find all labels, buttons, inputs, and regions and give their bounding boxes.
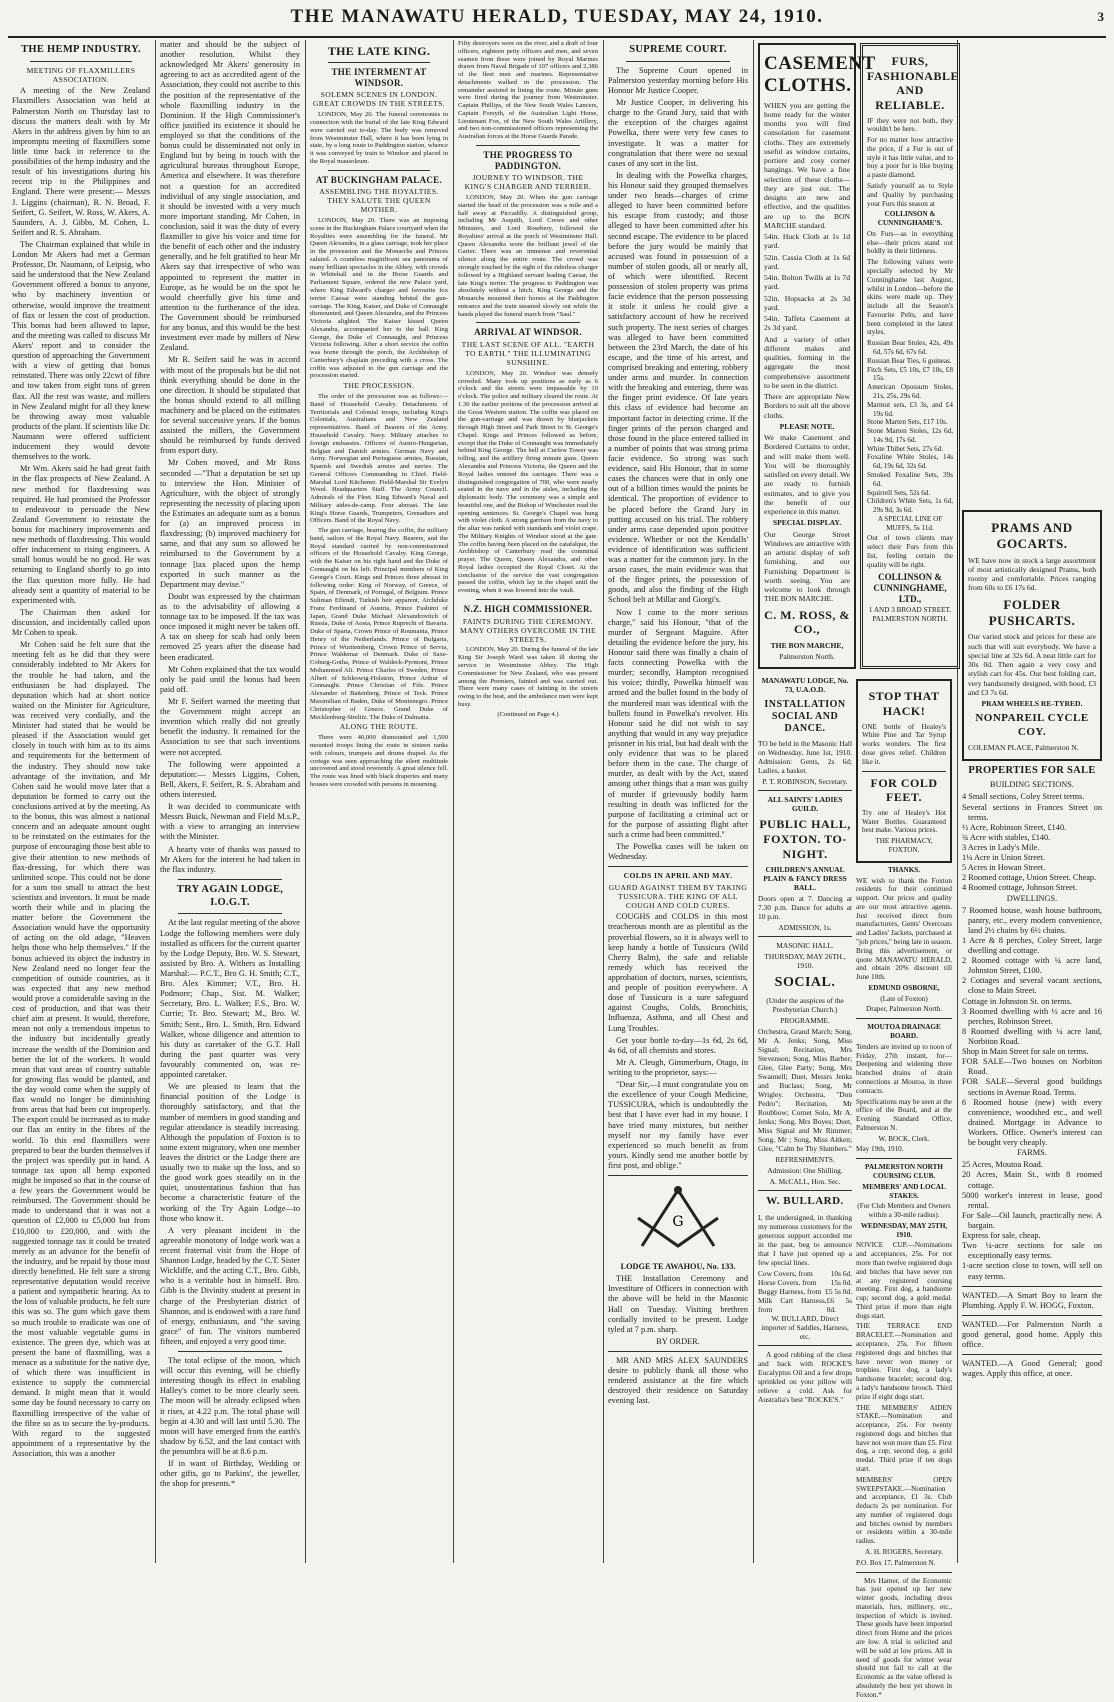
coursing-text2: THE TERRACE END BRACELET.—Nomination and acceptance, 25s. For fifteen registered dogs and bitches that have never won money or trophies. First dog, a lady's handsome bracelet; second dog, a lady's handsome brooch. Third prize if eight dogs start. (856, 1322, 952, 1401)
cold-feet-sig: THE PHARMACY, FOXTON. (875, 837, 933, 854)
subhead-interment: THE INTERMENT AT WINDSOR. (331, 67, 427, 88)
furs-item: Marmot sets, £3 3s, and £4 19s 6d. (867, 400, 953, 418)
drainage-sig: W. BOCK, Clerk. (878, 1134, 930, 1143)
properties-title: PROPERTIES FOR SALE (968, 764, 1096, 776)
subhead-journey: JOURNEY TO WINDSOR. THE KING'S CHARGER AND TERRIER. (464, 173, 592, 192)
prams-title: PRAMS AND GOCARTS. (991, 520, 1073, 551)
article-paragraph: At the last regular meeting of the above Lodge the following members were duly installed as officers for the current quarter by the Lodge Deputy, Bro. W. S. Stewart, assisted by Bro. A. Withers as Installing Marshal:— P.C.T., Bro G. H. Smith; C.T., Bro. Alex Kimmer; V.T., Bro. H. Podmore; Chap., Sist. M. Walker; Secretary, Bro. L. Walker; F.S., Bro. W. Currie; Tr. Bro. Stewart; M., Bro. W. Smith; Sent., Bro. L. Smith, Bro. Edward Walker, whose diligence and attention to his duty as caretaker of the G.T. Hall during the past quarter was very favourably commented on, was re-appointed caretaker. (160, 918, 300, 1080)
hack-text: ONE bottle of Healey's White Pine and Tar Syrup works wonders. The first dose gives relief. Children like it. (862, 722, 946, 766)
property-item: Cottage in Johnston St. on terms. (962, 996, 1072, 1006)
manawatu-lodge-sig: P. T. ROBINSON, Secretary. (762, 777, 848, 787)
ad-furs (860, 43, 960, 669)
article-paragraph: The Powelka cases will be taken on Wednesday. (608, 842, 748, 862)
property-item: Two ¼-acre sections for sale on exceptionally easy terms. (962, 1241, 1102, 1261)
guild-event: PUBLIC HALL, FOXTON. TO-NIGHT. (759, 817, 851, 861)
furs-item: Stone Marten Stoles, 12s 6d, 14s 9d, 17s 6d. (867, 427, 953, 444)
divider (476, 322, 580, 323)
column-supreme-court (604, 40, 752, 1563)
ad-column-right (856, 676, 952, 1701)
article-paragraph: The gun carriage, bearing the coffin, the military band, sailors of the Royal Navy. Bearers, and the Royal standard carried by non-commissioned officers of the Household Cavalry. King George, with the Kaiser on his right hand and the Duke of Connaught on his left. Principal members of King George's Court. Kings and Princes three abreast in following order: King of Norway, of Greece, of Spain, of Denmark, of Portugal, of Belgium. Prince Suliman Effendi, Turkish heir apparent, Archduke Franz Ferdinand of Austria, Prince Fushimi of Japan, Grand Duke Michael Alexandrovitch of Russia, Duke of Aosta, Prince Ruprecht of Bavaria. Duke of Sparta, Crown Prince of Roumania, Prince Henry of the Netherlands. Prince of Bulgaria, Prince of Wurttemberg, Crown Prince of Servia, Prince Waldemar of Denmark. Duke of Saxe-Coburg-Gotha, Prince of Waldeck-Pyrmont, Prince Mohammed Ali. Prince Charles of Sweden, Prince Albert of Schleswig-Holstein, Prince Arthur of Connaught. Prince Christian of Fife. Prince Alexander of Battenberg. Prince of Teck. Prince Maximilian of Baden, Duke of Montenegro. Prince Christopher of Greece. Grand Duke of Mecklenburg-Strelitz. The Duke of Dalmatia. (310, 527, 448, 721)
article-paragraph: Mr R. Seifert said he was in accord with most of the proposals but he did not think everything should be done in the one direction. It should be stipulated that the bonus should extend to all milling machinery and be placed on the estimates for several successive years. If the bonus assisted the millers, the Government should be reimbursed by funds derived from export duty. (160, 355, 300, 456)
price-label: Horse Covers, from (758, 1277, 817, 1287)
price-value: £6 5s 0d. (826, 1295, 853, 1314)
divider (856, 1018, 952, 1019)
casement-item: 52in. Hopsacks at 2s 3d yard. (764, 293, 850, 312)
property-item: ¾ Acre with stables, £140. (962, 832, 1051, 842)
furs-footer-firm: COLLINSON & CUNNINGHAME, LTD., (873, 571, 947, 604)
divider (962, 1315, 1102, 1316)
article-paragraph: Mr Cohen said he felt sure that the meeting felt as he did that they were considerably indebted to Mr Akers for the trouble he had taken, and the enthusiasm he had displayed. The deputation which had at short notice waited on the Minister for Agriculture, was received very cordially, and the Minister had stated that he would be pleased if the Association would get closely in touch with him as to its aims and requirements for the betterment of the industry. They should now take advantage of the invitation, and Mr Cohen said he would move later that a deputation be formed to carry out the conclusions arrived at by the meeting. As to the bonus, this was almost a national concern and an adequate amount ought to be reinstated on the estimates for the purpose of encouraging those best able to give their attention to new methods of flax-dressing, for which there was unlimited scope. This could not be done for a sum too small to attract the best scientists and inventors. It must be made worth their while and in placing the matter before the Government the Association would have the opportunity of acting on the old adage, "Heaven helps those who help themselves." If the bonus achieved its object the industry in New Zealand need no longer fear the competition of outside countries, as it was expected that any new method would prove a considerable saving in the cost of production, and that was their chief aim at present. It would, therefore, mean not only a tremendous impetus to the industry but incidentally greatly increase the wealth of the Dominion and better the lot of the workers. It would mean that vast areas of country suitable for growing flax would be planted, and the day would come when the supply of flax would no longer be diminishing from areas that had been cut improperly. The export could be increased as to make our flax an entity in the fibres of the world. To this end flaxmillers were prepared to bear the burden themselves if the project was speedily put in hand. A tonnage tax upon all hemp exported might be imposed so that in the course of a few years the Government would be reimbursed. The Government should be made to understand that it was not a question of £2,000 to £5,000 but from £10,000 to £20,000, and with the suggested tonnage tax it could be treated merely as an advance for the benefit of the industry, and be repaid by those most directly benefitted. He felt sure a strong representative deputation would receive a patient and sympathetic hearing. As to the loss of valuable products, he felt sure this was so. The gum which gave them so much trouble to eradicate was one of the most valuable vegetable gums in existence. The green dye, which was at present the bane of flaxmilling, was a menace as a substitute for the native dye, of which there was insufficient in existence to supply the commercial demand. It might mean that it would some day be found necessary to carry on flaxmilling irrespective of the value of the fibre so as to secure the by-products. With regard to the suggested appointment of a representative by the Association, this was a another (12, 640, 150, 1458)
column-late-king (306, 40, 452, 1563)
headline-late-king: THE LATE KING. (327, 44, 431, 58)
article-paragraph: In dealing with the Powelka charges, his Honour said they grouped themselves under two heads—charges of crime alleged to have been committed before his escape from custody; and those alleged to have been committed after his second escape. The evidence to be placed before the jury would be mainly that accused was found in possession of a number of stolen goods, all or nearly all, of which were identified. Recent possession of stolen property was prima facie evidence that the person possessing it stole it unless he could give a satisfactory account of how he received such property. The next series of charges was alleged to have been committed between the 23rd March, the date of his escape, and the time of his arrest, and comprised breaking and entering, robbery under arms and murder. In connection with the breaking and entering, there was the finger print evidence. Of late years this class of evidence had become an important factor in detecting crime. If the finger prints of the person charged and those found in the place entered tallied in a number of points that was strong prima facie evidence. So strong was such evidence, said His Honour, that in some cases the chances were that in only one out of a billion times would the points be identical. The proportion of evidence to be placed before the Grand Jury in putting accused on his trial. The robbery under arms case depended upon positive evidence. Whether or not the Kendalls' evidence of identification was sufficient was a matter for the common jury. In the arson cases, the main evidence was that of the finger prints, the possession of goods, and also the finding of the High School belt at Millar and Giorgi's. (608, 170, 748, 605)
property-item: 3 Roomed dwelling with ½ acre and 16 perches, Robinson Street. (962, 1006, 1102, 1026)
ad-stop-hack (856, 679, 952, 862)
property-item: 25 Acres, Moutoa Road. (962, 1160, 1043, 1170)
property-item: 1 Acre & 8 perches, Coley Street, large dwelling and cottage. (962, 935, 1102, 956)
furs-item: Children's White Sets, 1s 6d, 29s 9d, 3s 6d. (867, 497, 953, 515)
article-paragraph: LONDON, May 20. There was an imposing scene in the Buckingham Palace courtyard when the Royalties were assembling for the funeral. Mr Queen Alexandra, in a glass carriage, took her place in the procession and the Monarchs and Princes saluted. A countless magnificent sea panorama of many brilliant spectacles in the Abbey, with crowds in Whitehall and in the Horse Guards and Parliament Square, ordered the new Palace yard, where King Edward's charger and favourite fox terrier Caesar were standing behind the gun-carriage. The King, Kaiser, and Duke of Connaught dismounted, and Queen Alexandra, and the Princess Victoria alighted. The Kaiser kissed Queen Alexandra, accompanied her to the hall. King George, the Duke of Connaught, and Princess Victoria following. After a short service the coffin was borne through the porch, the Archbishop of Canterbury's chaplain preceding with a cross. The coffin was adjusted to the gun carriage and the procession started. (310, 217, 448, 380)
furs-p3: On Furs—as in everything else—their prices stand out boldly in their littleness. (867, 229, 953, 256)
pushcarts-title: FOLDER PUSHCARTS. (988, 596, 1076, 628)
drainage-text2: Specifications may be seen at the office of the Board, and at the Evening Standard Office, Palmerston N. (856, 1097, 952, 1132)
article-paragraph: Now I come to the more serious charge," said his Honour, "that of the murder of Sergeant Maguire. After detailing the evidence before the jury, his Honour said there was finally a chain of facts connecting Powelka with the murder; secondly, Hampton recognised his voice; thirdly, Powelka himself was armed and the bullet found in the body of the murdered man was identical with the bullets found in Powelka's revolver. His Honour said he did not wish to say anything that would in any way prejudice prisoner in his trial, but had dealt with the only evidence that was to be placed before them in the case. The charge of murder, as dealt with by the Act, stated among other things that a man was guilty of murder if grievously bodily harm resulting in death was inflicted for the purpose of facilitating a criminal act or for the purpose of assisting flight after such a crime had been committed." (608, 607, 748, 839)
headline-try-again-lodge: TRY AGAIN LODGE, I.O.G.T. (176, 883, 284, 908)
ad-paragraph: Mr A. Cleugh, Gimmerburn, Otago, in writing to the proprietor, says:— (608, 1057, 748, 1077)
subhead-solemn-scenes: SOLEMN SCENES IN LONDON. GREAT CROWDS IN THE STREETS. (312, 90, 446, 109)
property-item: 2 Roomed cottage, Union Street. Cheap. (962, 873, 1097, 883)
guild-sub: CHILDREN'S ANNUAL PLAIN & FANCY DRESS BALL. (763, 865, 847, 893)
property-item: 4 Roomed cottage, Johnson Street. (962, 883, 1078, 893)
article-paragraph: It was decided to communicate with Messrs Buick, Newman and Field M.s.P., with a view to arranging an interview with the Minister. (160, 802, 300, 842)
rocke-notice: A good rubbing of the chest and back with ROCKE'S Eucalyptus Oil and a few drops sprinkled on your pillow will relieve a cold. Ask for Australia's best "ROCKE'S." (758, 1350, 853, 1405)
price-value: 15s 0d. (830, 1277, 853, 1287)
headline-supreme-court: SUPREME COURT. (629, 44, 727, 55)
headline-colds: COLDS IN APRIL AND MAY. (623, 871, 733, 881)
divider (856, 1158, 952, 1159)
continued-note: (Continued on Page 4.) (497, 710, 559, 718)
casement-special-head: SPECIAL DISPLAY. (772, 518, 842, 528)
article-paragraph: Mr F. Seifert warned the meeting that the Government might accept an invention which really did not greatly benefit the industry. It remained for the Association to see that such inventions were not accepted. (160, 697, 300, 757)
casement-title: CASEMENT CLOTHS. (764, 53, 876, 96)
price-label: Buggy Harness, from (758, 1286, 822, 1296)
price-value: £5 5s 0d. (825, 1286, 853, 1296)
dwellings-head: DWELLINGS. (1006, 893, 1058, 903)
hack-title: STOP THAT HACK! (868, 689, 940, 719)
article-paragraph: LONDON, May 20. When the gun carriage started the head of the procession was a mile and a half away at Piccadilly. A distinguished group, including Mr Asquith, Lord Crewe and other Ministers, and Lord Rosebery, followed the Royalties' arrival at the porch of Westminster Hall. Queen Alexandra wore the brilliant jewel of the Garter. There was an immense and reverential silence along the entire route. The crowd was strongly touched by the sight of the riderless charger followed by a Highland servant leading Caesar, the late King's terrier. The progress to Paddington was absolutely without a hitch. King George and the Monarchs mounted their horses at the Paddington entrance and the train steamed slowly out while the bands played the funeral march from "Saul." (458, 194, 598, 318)
wanted-notice: WANTED.—A Smart Boy to learn the Plumbing. Apply F. W. HOGG, Foxton. (962, 1290, 1102, 1310)
coursing-box: P.O. Box 17, Palmerston N. (856, 1558, 936, 1567)
divider (30, 61, 132, 62)
headline-windsor: ARRIVAL AT WINDSOR. (474, 327, 582, 338)
ad-paragraph: "Dear Sir,—I must congratulate you on the excellence of your Cough Medicine, TUSSICURA, which is undoubtedly the best that I have ever had in my house. I have tried many mixtures, but neither myself nor my family have ever experienced so much benefit as from yours. Kindly send me another bottle by first post, and oblige." (608, 1080, 748, 1170)
drainage-text: Tenders are invited up to noon of Friday, 27th instant, for— Deepening and widening three branched drains of drain connections at Moutoa, in three contracts. (856, 1042, 952, 1095)
social-admission: Admission: One Shilling. (767, 1166, 843, 1176)
article-paragraph: A hearty vote of thanks was passed to Mr Akers for the interest he had taken in the flax industry. (160, 844, 300, 874)
guild-text: Doors open at 7. Dancing at 7.30 p.m. Dance for adults at 10 p.m. (758, 894, 853, 922)
ad-prams (962, 510, 1102, 761)
bullard-price-row (758, 1287, 852, 1296)
dwellings-list (962, 906, 1102, 1149)
bullard-price-row (758, 1269, 852, 1278)
price-label: Milk Cart Harness, from (758, 1295, 827, 1314)
subhead-procession: THE PROCESSION. (343, 381, 415, 391)
casement-item: 52in. Cassia Cloth at 1s 6d yard. (764, 252, 850, 271)
divider (862, 771, 946, 772)
furs-item: Smoked Foxaline Sets, 39s 6d. (867, 470, 953, 488)
divider (608, 1351, 748, 1352)
coursing-text4: MEMBERS' OPEN SWEEPSTAKE.—Nomination and acceptance, £1 3s. Club deducts 2s per nomination. For any number of registered dogs and bitches owned by members or residents within a 30-mile radius. (856, 1475, 952, 1546)
ad-casement-cloths (758, 43, 876, 669)
headline-high-commissioner: N.Z. HIGH COMMISSIONER. (463, 604, 593, 614)
coursing-under: (For Club Members and Owners within a 30-mile radius). (857, 1202, 951, 1220)
property-item: 3 Acres in Lady's Mile. (962, 842, 1040, 852)
property-item: Express for sale, cheap. (962, 1231, 1041, 1241)
lodge-te-awahou-title: LODGE TE AWAHOU, No. 133. (620, 1262, 736, 1272)
casement-intro: WHEN you are getting the home ready for the winter months you will find consolation for casement cloths. They are extremely useful as window curtains, portiere and cosy corner hangings. We have a fine selection of these cloths—they are just out. The designs are new and effective, and the qualities are up to the BON MARCHE standard. (764, 100, 850, 230)
furs-p2: Satisfy yourself as to Style and Quality by purchasing your Furs this season at (867, 181, 953, 208)
property-item: 20 Acres, Main St., with 8 roomed cottage. (962, 1170, 1102, 1190)
drainage-title: MOUTOA DRAINAGE BOARD. (867, 1023, 941, 1041)
property-item: 4 Small sections, Coley Street terms. (962, 792, 1085, 802)
social-title: SOCIAL. (774, 975, 836, 991)
article-paragraph: Mr Cohen explained that the tax would only be paid until the bonus had been paid off. (160, 664, 300, 694)
headline-buckingham: AT BUCKINGHAM PALACE. (315, 174, 443, 185)
cold-feet-text: Try one of Healey's Hot Water Bottles. Guaranteed best make. Various prices. (862, 808, 946, 835)
thanks-firm: EDMUND OSBORNE, (868, 983, 940, 992)
social-date: THURSDAY, MAY 26TH., 1910. (764, 952, 846, 971)
svg-text:G: G (672, 1214, 684, 1231)
article-paragraph: LONDON, May 20. During the funeral of the late King Sir Joseph Ward was taken ill during the service in Westminster Abbey. The High Commissioner for New Zealand, who was present among the Premiers, fainted and was carried out. There were many cases of fainting in the streets owing to the heat, and the ambulance men were kept busy. (458, 646, 598, 708)
divider (328, 62, 430, 63)
building-sections-list (962, 792, 1102, 893)
property-item: FOR SALE—Two houses on Norbiton Road. (962, 1057, 1102, 1077)
by-order: BY ORDER. (656, 1336, 700, 1346)
article-paragraph: Fifty destroyers were on the river, and a draft of four officers, eighteen petty officers and men, and seven seamen from these were joined by Royal Marines drawn from Naval Brigade of 107 officers and 2,386 of the fleet men and marines. Representative detachments walked in the procession. The remainder assisted in lining the route. Minute guns were fired during the journey from Westminster. Captain Phillips, of the New South Wales Lancers, Captain Forsyth, of the Australian Light Horse, Lieutenant Fox, of the New South Wales Artillery, and two non-commissioned officers representing the Australian forces at the Horse Guards Parade. (458, 40, 598, 141)
furs-firm: COLLINSON & CUNNINGHAME'S. (877, 210, 943, 228)
divider (856, 1572, 952, 1573)
property-item: 5 Acres in Howan Street. (962, 863, 1046, 873)
article-paragraph: The Chairman then asked for discussion, and incidentally called upon Mr Cohen to speak. (12, 607, 150, 638)
property-item: Several sections in Frances Street on terms. (962, 802, 1102, 822)
casement-firm: C. M. ROSS, & CO., (764, 607, 850, 637)
divider (608, 1175, 748, 1176)
divider (758, 1345, 852, 1346)
ad-row-top (758, 40, 959, 672)
article-paragraph: Mr Justice Cooper, in delivering his charge to the Grand Jury, said that with the exception of the charges against Powelka, there were very few cases to investigate. It was a matter for congratulation that there were no sexual cases of any sort in the list. (608, 98, 748, 168)
prams-addr: COLEMAN PLACE, Palmerston N. (968, 743, 1079, 753)
subhead-last-scene: THE LAST SCENE OF ALL. "EARTH TO EARTH." THE ILLUMINATING SUNSHINE. (461, 339, 595, 367)
drainage-date: May 19th, 1910. (856, 1145, 904, 1154)
headline-paddington: THE PROGRESS TO PADDINGTON. (483, 149, 573, 171)
thanks-trade: Draper, Palmerston North. (866, 1005, 942, 1014)
cold-feet-title: FOR COLD FEET. (870, 775, 938, 805)
subhead-route: ALONG THE ROUTE. (339, 722, 419, 732)
prams-retyre: PRAM WHEELS RE-TYRED. (981, 699, 1083, 709)
casement-item: 54in. Huck Cloth at 1s 1d yard. (764, 232, 850, 251)
column-classifieds (958, 40, 1106, 1563)
bullard-text: I, the undersigned, in thanking my numerous customers for the generous support accorded me in the past, beg to announce that I have just opened up a few special lines. (758, 1212, 853, 1267)
divider (328, 170, 430, 171)
masthead (0, 6, 1114, 36)
furs-item: Squirrell Sets, 52s 6d. (867, 488, 931, 497)
prams-text: WE have now in stock a large assortment of most artistically designed Prams, both roomy and comfortable. Prices ranging from 60s to £6 17s 6d. (968, 555, 1096, 593)
coursing-title: PALMERSTON NORTH COURSING CLUB. (865, 1163, 943, 1180)
thanks-late: (Late of Foxton) (880, 994, 928, 1003)
coursing-text: NOVICE CUP.—Nominations and acceptances, 25s. For not more than twelve registered dogs and bitches that have never run at any registered coursing meeting. First dog, a handsome cup; second dog, a gold medal. Third prize if more than eight dogs start. (856, 1241, 952, 1320)
article-paragraph: A very pleasant incident in the agreeable monotony of lodge work was a recent fraternal visit from the Hope of Shannon Lodge, headed by the C.T. Sister Wickliffe, and the acting C.T., Bro. Gibb, who is a veritable host in himself. Bro. Gibb is the Divinity student at present in charge of the Presbyterian district of Shannon, and is endowed with a rare fund of energy, enthusiasm, and "the saving grace" of fun. The visitors numbered fifteen, and enjoyed a very good time. (160, 1225, 300, 1346)
furs-item: Stone Marten Sets, £17 10s. (867, 418, 948, 427)
property-item: For Sale—Oil launch, practically new. A bargain. (962, 1210, 1102, 1230)
casement-item: 54in. Taffeta Casement at 2s 3d yard. (764, 314, 850, 333)
thanks-notice: MR AND MRS ALEX SAUNDERS desire to publicly thank all those who rendered assistance at the fire which destroyed their residence on Saturday evening last. (608, 1355, 748, 1406)
furs-price-list (867, 339, 953, 515)
property-item: ½ Acre, Robinson Street, £140. (962, 822, 1067, 832)
coursing-date: WEDNESDAY, MAY 25TH, 1910. (860, 1221, 948, 1239)
divider (476, 599, 580, 600)
prams-firm: NONPAREIL CYCLE COY. (975, 712, 1089, 738)
furs-footer-addr: 1 AND 3 BROAD STREET, PALMERSTON NORTH. (868, 606, 952, 624)
divider (758, 1190, 852, 1191)
article-paragraph: LONDON, May 20. Windsor was densely crowded. Many took up positions as early as 6 o'clock and the streets were impassable by 10 o'clock. The police and military cleared the route. At 1.30 the earlier portions of the procession arrived at the Great Western station. The coffin was placed on the gun-carriage and was drawn by bluejackets through High Street and Park Street to St. George's Chapel. Kings and Princes followed as before, except that the Duke of Connaught was immediately behind King George. The bell at Curfew Tower was tolling, and the artillery firing minute guns. Queen Alexandra and Princess Victoria, the Queen and the Royal ladies entered the carriages. There was a distinguished congregation of 700, who were nearly seated in the nave and in the aisles, including the diplomatic body. The ceremony was a simple and beautiful one, and the Bishop of Winchester read the opening sentences. St. George's Chapel was hung with violet cloth. A strong garrison from the navy to the altar was ranked with standards and violet crape. The Military Knights of Windsor stood at the gate. The coffin having been placed on the catafalque, the Archbishop of Canterbury read the committal prayer. The Queen, Queen Alexandra, and other Royal ladies occupied the Royal Closet. At the conclusion of the service the vast congregation passed the coffin, which lay in the chapel until the evening, when it was lowered into the vault. (458, 369, 598, 595)
property-item: 1-acre section close to town, will sell on easy terms. (962, 1261, 1102, 1281)
article-paragraph: We are pleased to learn that the financial position of the Lodge is thoroughly satisfactory, and that the number of members in good standing and regular attendance is steadily increasing. Although the population of Foxton is to some extent migratory, when one member leaves the district or the Lodge there are usually two to make up the loss, and so the good work goes steadily on in the quiet, unostentatious fashion that has become a characteristic feature of the working of the Try Again Lodge—to those who know it. (160, 1082, 300, 1223)
furs-p4: The following values were specially selected by Mr Cunninghame last August, whilst in London—before the skins were made up. They include all the Season's Favourite Pelts, and have been completed in the latest styles. (867, 258, 953, 337)
ad-paragraph: Get your bottle to-day—1s 6d, 2s 6d, 4s 6d, of all chemists and stores. (608, 1035, 748, 1055)
page-number: 3 (1097, 9, 1104, 24)
furs-item: White Thibet Sets, 27s 6d. (867, 444, 944, 453)
property-item: 7 Roomed house, wash house bathroom, pantry, etc., every modern convenience, land 2½ chains by 6½ chains. (962, 905, 1102, 935)
article-paragraph: A meeting of the New Zealand Flaxmillers Association was held at Palmerston North on Thursday last to discuss the matters dealt with by Mr Akers in the address given by him to an impromptu meeting of flaxmillers some little time back in reference to the possibilities of the hemp industry and the result of his investigations during his recent trip to the Philippines and England. There were present:— Messrs J. Liggins (chairman), R. N. Broad, F. Seifert, G. Seifert, W. Ross, W. Akers, A. Saunders, A. J. Gibbs, M. Cohen, L. Seifert and R. S. Abraham. (12, 86, 150, 237)
ad-paragraph: COUGHS and COLDS in this most treacherous month are as plentiful as the proverbial flowers, so it is always well to keep handy a bottle of Tussicura (Wild Cherry Balm), the safe and reliable remedy which has received the approbation of doctors, nurses, scientists, and people of position everywhere. A dose of Tussicura is a sure safeguard against Coughs, Colds, Bronchitis, Influenza, Asthma, and all Chest and Lung Troubles. (608, 912, 748, 1033)
furs-item: Fitch Sets, £5 10s, £7 10s, £8 15s. (867, 365, 953, 383)
social-programme: Orchestra, Grand March; Song, Mr A. Jenks; Song, Miss Signal; Recitation, Mrs Stevenson; Song, Miss Barber; Glee, Glee Party; Song, Mrs Swannell; Duet, Messrs Jenks and Buclass; Song, Mr Wrigley. Orchestra, "Don Pedro"; Recitation, Mr Roubbow; Cornet Solo, Mr A. Jenks; Song, Mrs Boyes; Duet, Miss Signal and Mr Rimmer; Song, Mr ; Song, Miss Aitken; Glee, "Calm be Thy Slumbers." (758, 1026, 853, 1154)
divider (962, 1354, 1102, 1355)
farms-list (962, 1160, 1102, 1281)
furs-item: Russian Bear Stoles, 42s, 49s 6d, 57s 6d, 67s 6d. (867, 339, 953, 357)
property-item: 6 Roomed house (new) with every convenience, woodshed etc., and well drained. Mortgage in Advance to Workers. Office. Owner's interest can be bought very cheaply. (962, 1097, 1102, 1148)
price-label: Cow Covers, from (758, 1268, 813, 1278)
masonic-emblem-icon (618, 1184, 738, 1254)
furs-p5: Out of town clients may select their Furs from this list, feeling certain the quality will be right. (867, 534, 953, 569)
bullard-price-row (758, 1296, 852, 1314)
subhead-tussicura: GUARD AGAINST THEM BY TAKING TUSSICURA. THE KING OF ALL COUGH AND COLD CURES. (608, 882, 748, 911)
furs-item: American Opossum Stoles, 21s, 25s, 29s 6d. (867, 383, 953, 400)
manawatu-lodge-text: TO be held in the Masonic Hall on Wednesday, June 1st, 1910. Admission: Gents, 2s 6d; Ladies, a basket. (758, 739, 853, 776)
article-paragraph: Mr Wm. Akers said he had great faith in the flax prospects of New Zealand. A new method for flaxdressing was required. He had promised the Professor to endeavour to persuade the New Zealand Government to reinstate the bonus for machinery improvements and new methods of flaxdressing. This would offer inducement to rising engineers. A small bonus would be no good. He was returning to England shortly to go into the flax question more fully. He had already sent a quantity of material to be experimented with. (12, 464, 150, 605)
article-paragraph: There were 40,000 dismounted and 1,500 mounted troops lining the route in sixteen ranks with colours, trumpets and drums draped. As the cortege was seen approaching the silent multitude uncovered and stood reverently. A great silence fell. The route was lined with black draperies and many houses were crowded with persons in mourning. (310, 734, 448, 788)
divider (962, 1286, 1102, 1287)
article-paragraph: The Supreme Court opened in Palmerston yesterday morning before His Honour Mr Justice Cooper. (608, 65, 748, 96)
furs-title: FURS, FASHIONABLE AND RELIABLE. (867, 54, 959, 112)
coursing-sig: A. H. ROGERS, Secretary. (865, 1548, 944, 1556)
casement-notice-head: PLEASE NOTE. (779, 421, 835, 431)
coursing-text3: THE MEMBERS' AIDEN STAKE.—Nomination and acceptance, 25s. For twenty registered dogs and bitches that have not won more than £5. First dog, a cup; second dog, a gold medal. Third prize if ten dogs start. (856, 1403, 952, 1473)
farms-head: FARMS. (1017, 1148, 1047, 1158)
casement-store: THE BON MARCHE, (770, 640, 844, 650)
column-late-king-continued (454, 40, 602, 1563)
social-prog-head: PROGRAMME. (780, 1015, 830, 1025)
article-paragraph: Doubt was expressed by the chairman as to the advisability of allowing a tonnage tax to be imposed. If the tax was once imposed it might never be taken off. A tax on sheep for scab had only been removed 25 years after the disease had been eradicated. (160, 591, 300, 662)
column-hemp-continued (156, 40, 304, 1563)
headline-hemp: THE HEMP INDUSTRY. (21, 44, 141, 55)
furs-p1: For no matter how attractive the price, if a Fur is out of style it has little value, and to buy a poor fur is like buying a paste diamond. (867, 136, 953, 180)
social-under: (Under the auspices of the Presbyterian Church.) (766, 995, 844, 1014)
wanted-notice: WANTED.—A Good General; good wages. Apply this office, at once. (962, 1359, 1102, 1379)
divider (476, 145, 580, 146)
property-item: 1¼ Acre in Union Street. (962, 853, 1045, 863)
guild-admission: ADMISSION, 1s. (778, 923, 832, 933)
bullard-sig: W. BULLARD, Direct importer of Saddles, Harness, etc. (761, 1313, 849, 1341)
property-item: 2 Roomed cottage with ¼ acre land, Johnston Street, £100. (962, 956, 1102, 976)
coursing-sub: MEMBERS' AND LOCAL STAKES. (862, 1182, 946, 1200)
property-item: FOR SALE—Several good buildings sections in Avenue Road. Terms. (962, 1077, 1102, 1097)
divider (178, 879, 282, 880)
furs-item: Russian Bear Ties, 6 guineas. (867, 356, 952, 365)
economic-notice: Mrs Hamer, of the Economic has just opened up her new winter goods, including dress materials, furs, millinery, etc., inspection of which is invited. These goods have been imported direct from Home and the prices are low. A trial is solicited and will be sold at low prices. All in need of goods for winter wear should not fail to call at the Economic as the value offered is absolutely the best yet shown in Foxton.* (856, 1576, 952, 1699)
building-sections-head: BUILDING SECTIONS. (990, 780, 1074, 790)
article-paragraph: The Chairman explained that while in London Mr Akers had met a German Professor, Dr. Naumann, of Leipsig, who said he understood that the New Zealand Government offered a bonus to anyone, who by machinery invention or otherwise, would improve the treatment of flax or lessen the cost of production. This bonus had been allowed to lapse, and the meeting was called to discuss Mr Akers' report and to consider the question of approaching the Government with a view of getting that bonus reinstated. There was only 22cwt of fibre and tow taken from eight tons of green flax. All the rest was waste, and millers in New Zealand might for all they knew be throwing away most valuable products of the plant. If scientists like Dr. Naumann were offered sufficient inducement they would devote themselves to the work. (12, 239, 150, 462)
thanks-title: THANKS. (887, 865, 921, 874)
subhead-faints: FAINTS DURING THE CEREMONY. MANY OTHERS OVERCOME IN THE STREETS. (459, 616, 597, 644)
property-item: 2 Cottages and several vacant sections, close to Main Street. (962, 976, 1102, 996)
bullard-name: W. BULLARD. (766, 1195, 844, 1208)
article-paragraph: The order of the procession was as follows:— Band of Household Cavalry. Detachments of Territorials and Colonial troops, including King's Colonials, Australians and New Zealand representatives. Band of Bearers of the Army. Household Cavalry. Navy. Military attaches to foreign embassies. Officers of Austro-Hungarian, Belgian and Danish armies. German Navy and Army. Norwegian and Portuguese armies, Russian, Spanish and Swedish armies and navies. The General Officers Commanding in Chief. Field-Marshal Lord Kitchener. Field-Marshal Sir Evelyn Wood. Headquarters Staff. The Army Council. Admirals of the Fleet. King Edward's Naval and Military aides-de-camp. Four abreast. The late King's Horse Guards, Trumpeters, Grenadiers and Officers. Band of the Royal Navy. (310, 393, 448, 525)
guild-name: ALL SAINTS' LADIES GUILD. (767, 795, 843, 814)
ad-row-bottom (758, 676, 952, 1701)
casement-borders: There are appropriate New Borders to suit all the above cloths. (764, 392, 850, 420)
property-item: 8 Roomed dwelling with ¼ acre land, Norbiton Road. (962, 1026, 1102, 1047)
subhead-hemp: MEETING OF FLAXMILLERS ASSOCIATION. (26, 65, 136, 85)
column-advertisements (754, 40, 959, 1699)
social-venue: MASONIC HALL. (776, 941, 834, 951)
property-item: Shop in Main Street for sale on terms. (962, 1047, 1089, 1057)
lodge-notice: THE Installation Ceremony and Investiture of Officers in connection with the above will be held in the Masonic Hall on Tuesday. Visiting brethren cordially invited to be present. Lodge tyled at 7 p.m. sharp. (608, 1274, 748, 1334)
furs-item: Foxaline White Stoles, 14s 6d, 19s 6d, 32s 6d. (867, 453, 953, 471)
article-paragraph: If in want of Birthday, Wedding or other gifts, go to Parkins', the jeweller, the shop for presents.* (160, 1459, 300, 1489)
casement-item: 54in. Bolton Twills at 1s 7d yard. (764, 273, 850, 292)
article-paragraph: The total eclipse of the moon, which will occur this evening, will be chiefly interesting though its effect in enabling Halley's comet to be more clearly seen. The moon will be already eclipsed when it rises, at 4.22 p.m. The total phase will begin at 4.30 and will last until 5.30. The moon will have emerged from the earth's shadow by 6.52, and the last contact with the penumbra will be at 8.6 p.m. (160, 1356, 300, 1457)
column-hemp-industry (8, 40, 154, 1563)
divider (626, 61, 730, 62)
divider (178, 913, 282, 914)
furs-intro: IF they were not both, they wouldn't be here. (867, 116, 953, 134)
bullard-price-row (758, 1278, 852, 1287)
price-value: 10s 6d. (830, 1268, 853, 1278)
wanted-notice: WANTED.—For Palmerston North a good general, good home. Apply this office. (962, 1319, 1102, 1350)
divider (178, 1351, 282, 1352)
manawatu-lodge-event: INSTALLATION SOCIAL AND DANCE. (764, 698, 846, 734)
casement-outro: And a variety of other different makes and qualities, forming in the aggregate the most comprehensive assortment to be seen in the district. (764, 334, 850, 390)
divider (758, 936, 852, 937)
social-sig: A. McCALL, Hon. Sec. (769, 1177, 841, 1187)
casement-town: Palmerston North. (779, 652, 835, 662)
pushcarts-text: Our varied stock and prices for these are such that will suit everybody. We have a special line at 32s 6d. A neat little cart for 30s 0d. Then again a very cosy and stylish cart for 45s. Our best folding cart, very handsomely designed, with hood, £3 and £3 7s 6d. (968, 632, 1096, 697)
casement-notice: We make Casement and Bordered Curtains to order, and will make them well. You will be thoroughly satisfied on every detail. We are ready to furnish estimates, and to give you the benefit of our experience in this matter. (764, 433, 850, 517)
ad-column-left (758, 676, 852, 1701)
masthead-title: THE MANAWATU HERALD, TUESDAY, MAY 24, 1910. (290, 6, 824, 27)
article-paragraph: Mr Cohen moved, and Mr Ross seconded —"That a deputation be set up to interview the Hon. Minister of Agriculture, with the object of strongly representing the necessity of placing upon the Estimates an adequate sum as a bonus for (a) an improved process in flaxdressing; (b) improved machinery for same, and that any sum so allowed be reimbursed to the Government by a tonnage [tax placed upon the hemp exported in such manner as the Department may devise." (160, 458, 300, 589)
manawatu-lodge-name: MANAWATU LODGE, No. 73, U.A.O.D. (761, 676, 849, 695)
article-paragraph: LONDON, May 20. The funeral ceremonies in connection with the burial of the late King Edward were carried out to-day. The body was removed from Westminster Hall, where it has been lying in state, by a long route to Paddington station, whence it was conveyed by train to Windsor and placed in the Royal mausoleum. (310, 111, 448, 165)
article-paragraph: The following were appointed a deputation:— Messrs Liggins, Cohen, Bell, Akers, F. Seifert, R. S. Abraham and others interested. (160, 759, 300, 799)
divider (758, 790, 852, 791)
thanks-text: WE wish to thank the Foxton residents for their continued support. Our prices and quality are our most attractive agents. Just received direct from manufacturers, Gents' Overcoats and Ladies' Jackets, purchased at "job prices," being late in season. Bring this advertisement, or quote MANAWATU HERALD, and obtain 20% discount till June 10th. (856, 876, 952, 982)
furs-muffs: A SPECIAL LINE OF MUFFS, 5s 11d. (877, 514, 943, 532)
property-item: 5000 worker's interest in lease, good rental. (962, 1190, 1102, 1210)
divider (608, 866, 748, 867)
masthead-rule (8, 36, 1106, 38)
subhead-royalties: ASSEMBLING THE ROYALTIES. THEY SALUTE THE QUEEN MOTHER. (319, 187, 439, 215)
social-refresh: REFRESHMENTS. (775, 1155, 835, 1165)
casement-special: Our George Street Windows are attractive with an artistic display of soft furnishing, and our Furnishing Department is worth seeing. You are welcome to look through THE BON MARCHE. (764, 529, 850, 604)
article-paragraph: matter and should be the subject of another resolution. Whilst they acknowledged Mr Akers' generosity in agreeing to act as accredited agent of the Association, they could not ascribe to this the position of the representative of the whole flaxmilling industry in the Dominion. If the High Commissioner's office justified its existence it should be employed so that the conditions of the bonus could be disseminated not only in England but by being in touch with the agricultural bureaus throughout Europe, America and elsewhere. It was therefore not a question for an accredited individual of any single association, and it should be invested with a very much more important standing. Mr Cohen, in conclusion, said it was the duty of every flaxmiller to give his voice and time for the benefit of each other and the industry generally, and he felt gratified to hear Mr Akers say that irrespective of who was appointed to represent the matter in Europe, as he would be on the spot he would cheerfully give his time and attention to the furtherance of the idea. The Government should be reimbursed for any bonus, and this would be the best investment ever made by millers of New Zealand. (160, 40, 300, 353)
